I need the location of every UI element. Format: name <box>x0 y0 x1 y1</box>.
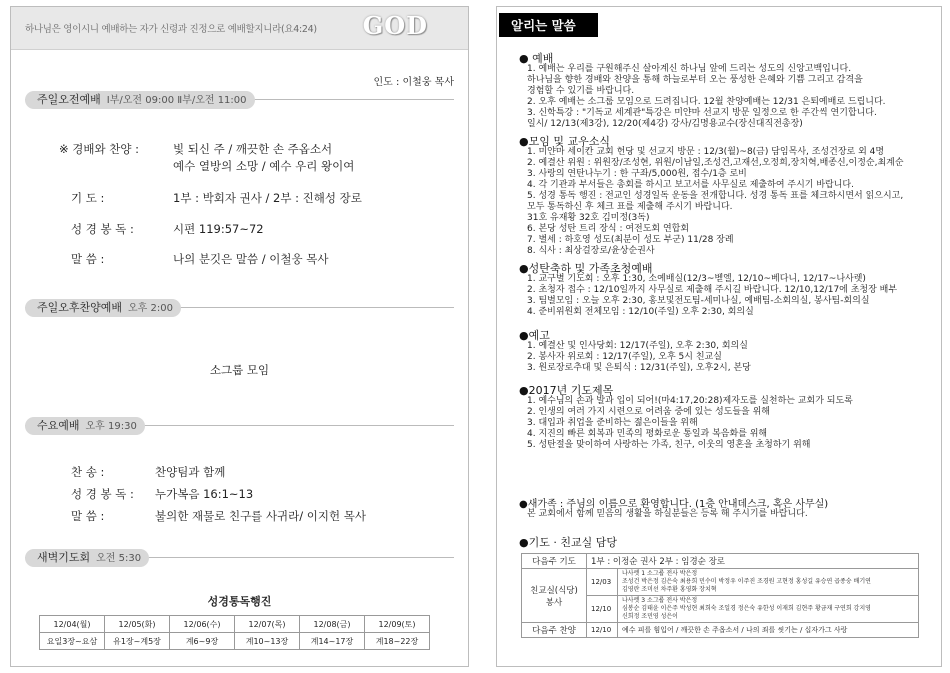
text-line: 3. 신학특강 : "기독교 세계관"특강은 미얀마 선교지 방문 일정으로 한 주간씩 연기합니다. <box>527 108 877 118</box>
leader-text: 인도 : 이철웅 목사 <box>373 77 454 88</box>
section-time: 오전 5:30 <box>96 553 142 564</box>
table-row <box>40 633 430 650</box>
text-line: 4. 각 기관과 부서들은 총회를 하시고 보고서를 사무실로 제출하여 주시기 바랍니다. <box>527 180 854 190</box>
morning-service-header <box>25 91 255 109</box>
table-cell: 계10~13장 <box>235 633 300 650</box>
text-line: 3. 사랑의 연탄나누기 : 한 구좌/5,000원, 접수/1층 로비 <box>527 169 747 179</box>
text-line: 1. 교구별 기도회 : 오후 1:30, 소예배실(12/3~벧엘, 12/10~베다니, 12/17~나사렛) <box>527 274 866 284</box>
afternoon-body: 소그룹 모임 <box>209 363 270 377</box>
announcements-title: 알리는 말씀 <box>499 13 598 37</box>
section-title: 수요예배 <box>37 419 80 432</box>
text-line: 1. 미얀마 세이칸 교회 헌당 및 선교지 방문 : 12/3(월)~8(금) 담임목사, 조성건장로 외 4명 <box>527 147 885 157</box>
text-line: 6. 본당 성탄 트리 장식 : 여전도회 연합회 <box>527 224 690 234</box>
row-value: 빛 되신 주 / 깨끗한 손 주옵소서 <box>173 142 333 156</box>
cell-text: 봉사 <box>545 597 563 608</box>
cell-text: 나사렛 1 소그룹 전사 박은정 <box>622 570 698 577</box>
table-cell <box>618 596 919 623</box>
text-line: 2. 봉사자 위로회 : 12/17(주일), 오후 5시 친교실 <box>527 352 722 362</box>
row-label: 말 씀 : <box>71 509 105 523</box>
banner-verse: 하나님은 영이시니 예배하는 자가 신령과 진정으로 예배할지니라(요4:24) <box>25 24 317 35</box>
section-lines <box>527 509 808 520</box>
table-cell: 유1장~계5장 <box>105 633 170 650</box>
table-cell: 다음주 기도 <box>522 554 587 569</box>
text-line: 1. 예수님의 손과 발과 입이 되어!(마4:17,20:28)제자도를 실천하는 교회가 되도록 <box>527 396 853 406</box>
text-line: 1. 예결산 및 인사당회: 12/17(주일), 오후 2:30, 회의실 <box>527 341 748 351</box>
table-row <box>522 554 919 569</box>
text-line: 2. 예결산 위원 : 위원장/조성현, 위원/이남일,조성건,고재선,오정희,장치혁,배종신,이정순,최계순 <box>527 158 904 168</box>
section-lines <box>527 64 886 130</box>
text-line: 1. 예배는 우리를 구원해주신 살아계신 하나님 앞에 드리는 성도의 신앙고백입니다. <box>527 64 852 74</box>
section-heading: ● 예배 <box>519 52 554 65</box>
cell-text: 신희정 조민영 성은이 <box>622 613 678 620</box>
cell-text: 심봉순 김태윤 이은주 박성현 최희숙 조일경 정은숙 유한성 이재희 김현주 황금재 구연희 강지영 <box>622 605 871 612</box>
dawn-service-header <box>25 549 149 567</box>
cell-text: 조성건 박은정 김은숙 최용희 민수미 박정우 이주진 조경원 고현정 홍성길 유승연 곱종숭 배기연 <box>622 578 871 585</box>
reading-table <box>39 615 430 650</box>
staff-table <box>521 553 919 638</box>
section-title: 주일오후찬양예배 <box>37 301 123 314</box>
table-row <box>522 569 919 596</box>
section-title: 주일오전예배 <box>37 93 101 106</box>
text-line: 4. 준비위원회 전체모임 : 12/10(주일) 오후 2:30, 회의실 <box>527 307 754 317</box>
section-lines <box>527 274 897 318</box>
row-label: 말 씀 : <box>71 252 105 266</box>
table-cell: 12/04(월) <box>40 616 105 633</box>
row-value: 찬양팀과 함께 <box>155 465 226 479</box>
table-cell: 요일3장~요삼 <box>40 633 105 650</box>
row-value: 누가복음 16:1~13 <box>155 487 254 501</box>
text-line: 3. 대입과 취업을 준비하는 젊은이들을 위해 <box>527 418 698 428</box>
reading-title: 성경통독행진 <box>207 595 272 608</box>
wednesday-service-header <box>25 417 145 435</box>
table-cell: 다음주 찬양 <box>522 623 587 638</box>
row-value: 1부 : 박회자 권사 / 2부 : 진해성 장로 <box>173 191 362 205</box>
cell-text: 나사렛 3 소그룹 전사 박은정 <box>622 597 698 604</box>
section-lines <box>527 341 751 374</box>
text-line: 경험할 수 있기를 바랍니다. <box>527 86 635 96</box>
worship-order-panel <box>10 6 469 667</box>
text-line: 2. 오후 예배는 소그룹 모임으로 드려집니다. 12월 찬양예배는 12/31 은퇴예배로 드립니다. <box>527 97 886 107</box>
section-heading: ●2017년 기도제목 <box>519 384 614 397</box>
section-title: 새벽기도회 <box>37 551 91 564</box>
text-line: 7. 별세 : 하호영 성도(최분이 성도 부군) 11/28 장례 <box>527 235 734 245</box>
section-heading: ●모임 및 교우소식 <box>519 135 610 148</box>
table-cell <box>618 569 919 596</box>
table-cell: 계6~9장 <box>170 633 235 650</box>
text-line: 4. 지진의 빠른 회복과 민족의 평화로운 통일과 복음화를 위해 <box>527 429 768 439</box>
text-line: 5. 성탄절을 맞이하여 사랑하는 가족, 친구, 이웃의 영혼을 초청하기 위해 <box>527 440 811 450</box>
section-time: 오후 2:00 <box>128 303 173 314</box>
table-cell: 12/06(수) <box>170 616 235 633</box>
text-line: 하나님을 향한 경배와 찬양을 통해 하늘로부터 오는 풍성한 은혜와 기쁨 그리고 감격을 <box>527 75 863 85</box>
row-label: 성 경 봉 독 : <box>71 487 134 501</box>
section-time: Ⅰ부/오전 09:00 Ⅱ부/오전 11:00 <box>106 95 247 106</box>
table-row <box>40 616 430 633</box>
row-label: ※ 경배와 찬양 : <box>59 142 140 156</box>
text-line: 3. 팀별모임 : 오늘 오후 2:30, 홍보및전도팀-세미나실, 예배팀-소회의실, 봉사팀-회의실 <box>527 296 870 306</box>
table-cell: 12/05(화) <box>105 616 170 633</box>
section-heading: ●예고 <box>519 329 550 342</box>
text-line: 8. 식사 : 최상걸장로/윤상순권사 <box>527 246 655 256</box>
table-cell: 계14~17장 <box>300 633 365 650</box>
row-label: 성 경 봉 독 : <box>71 222 134 236</box>
section-lines <box>527 147 904 257</box>
afternoon-service-header <box>25 299 181 317</box>
cell-text: 친교실(식당) <box>530 585 578 596</box>
section-heading: ●기도 · 친교실 담당 <box>519 536 617 549</box>
text-line: 2. 인생의 여러 가지 시련으로 어려움 중에 있는 성도들을 위해 <box>527 407 770 417</box>
text-line: 31호 유재황 32호 김미정(3독) <box>527 213 650 223</box>
table-cell <box>522 569 587 623</box>
row-value: 예수 열방의 소망 / 예수 우리 왕이여 <box>173 159 355 173</box>
table-cell: 계18~22장 <box>365 633 430 650</box>
god-logo: GOD <box>362 11 428 40</box>
table-cell: 12/09(토) <box>365 616 430 633</box>
text-line: 본 교회에서 함께 믿음의 생활을 하실분들은 등록 해 주시기를 바랍니다. <box>527 509 808 519</box>
section-lines <box>527 396 853 451</box>
announcements-panel <box>496 6 942 667</box>
table-cell: 12/10 <box>587 596 618 623</box>
text-line: 2. 초청자 접수 : 12/10일까지 사무실로 제출해 주시길 바랍니다. 12/10,12/17에 초청장 배부 <box>527 285 898 295</box>
table-cell: 12/07(목) <box>235 616 300 633</box>
table-cell: 12/08(금) <box>300 616 365 633</box>
table-cell: 12/10 <box>587 623 618 638</box>
cell-text: 김영란 조미선 차주환 홍영화 장치혁 <box>622 586 717 593</box>
section-time: 오후 19:30 <box>85 421 137 432</box>
text-line: 5. 성경 통독 행진 : 전교인 성경일독 운동을 전개합니다. 성경 통독 표를 체크하시면서 읽으시고, <box>527 191 904 201</box>
text-line: 모두 통독하신 후 체크 표를 제출해 주시기 바랍니다. <box>527 202 733 212</box>
top-banner <box>11 7 468 50</box>
row-value: 불의한 재물로 친구를 사귀라/ 이지헌 목사 <box>155 509 367 523</box>
row-value: 나의 분깃은 말씀 / 이철웅 목사 <box>173 252 329 266</box>
section-heading: ●새가족 : 주님의 이름으로 환영합니다. (1층 안내데스크, 혹은 사무실) <box>519 499 829 510</box>
table-row <box>522 623 919 638</box>
row-label: 기 도 : <box>71 191 105 205</box>
row-label: 찬 송 : <box>71 465 105 479</box>
row-value: 시편 119:57~72 <box>173 222 264 236</box>
table-cell: 1부 : 이정순 권사 2부 : 임경순 장로 <box>587 554 919 569</box>
text-line: 일시/ 12/13(제3강), 12/20(제4강) 강사/김명용교수(장신대직전총장) <box>527 119 803 129</box>
section-heading: ●성탄축하 및 가족초청예배 <box>519 262 653 275</box>
table-cell: 12/03 <box>587 569 618 596</box>
text-line: 3. 원로장로추대 및 은퇴식 : 12/31(주일), 오후2시, 본당 <box>527 363 751 373</box>
table-cell: 예수 피를 힘입어 / 깨끗한 손 주옵소서 / 나의 죄를 씻기는 / 십자가그 사랑 <box>618 623 919 638</box>
